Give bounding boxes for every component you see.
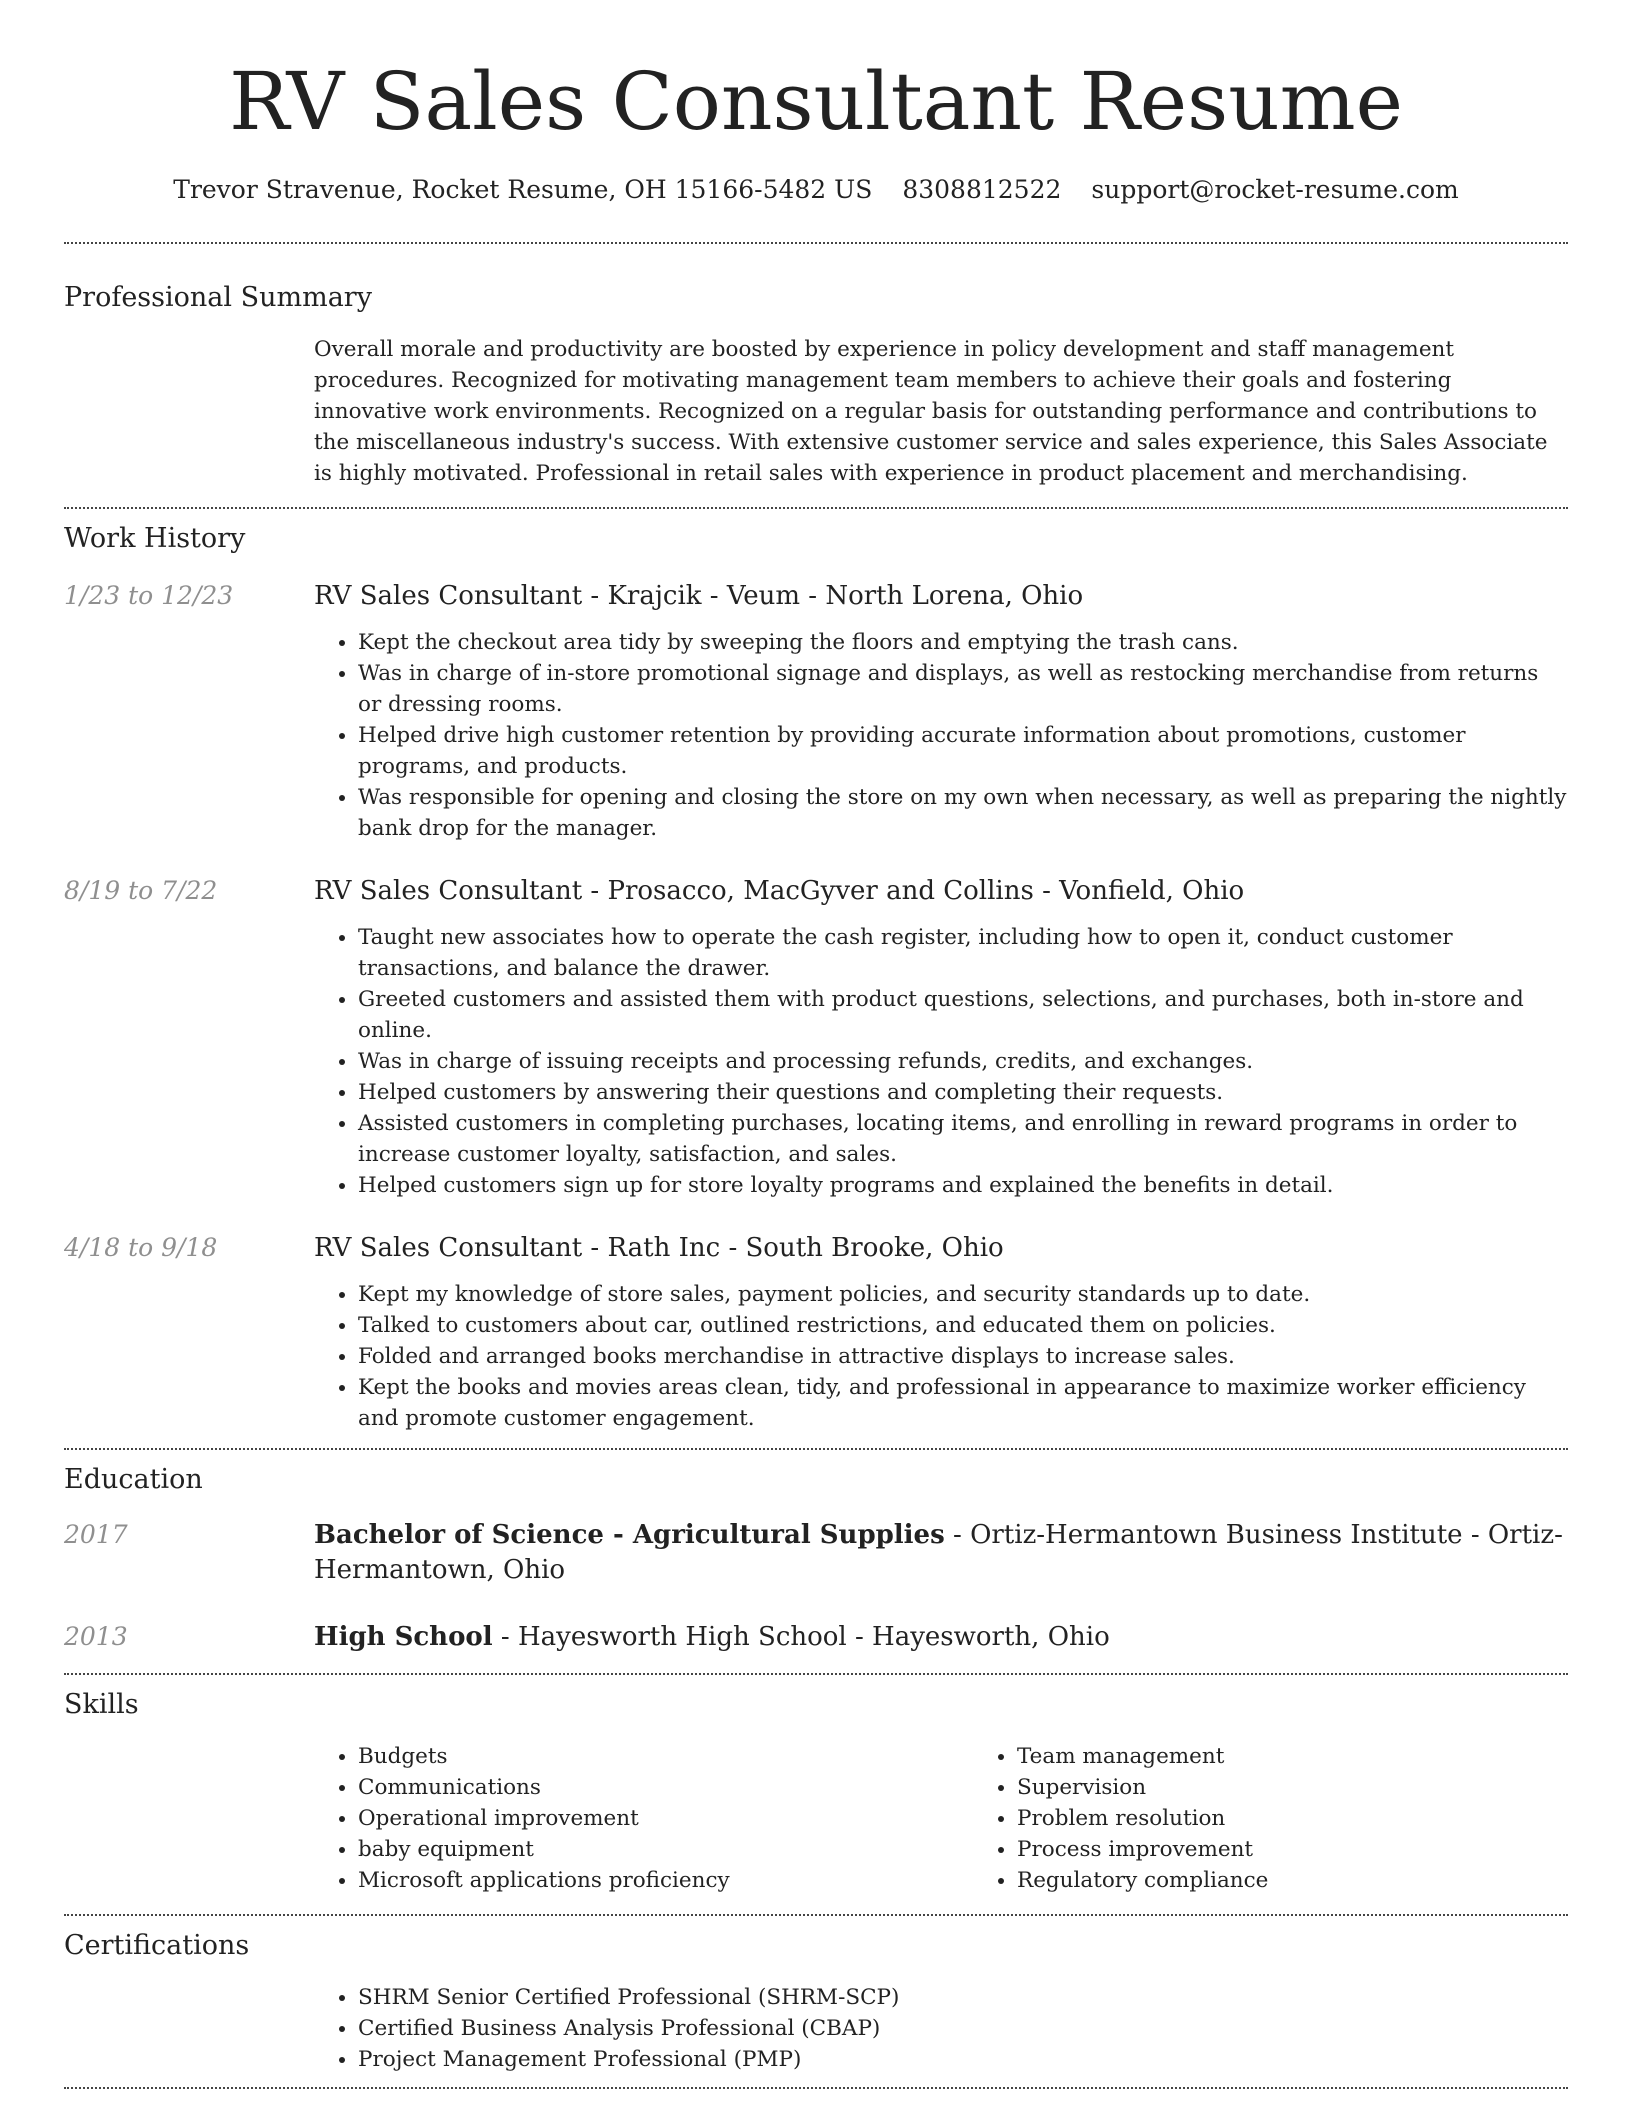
education-detail bbox=[314, 1620, 1568, 1655]
divider bbox=[64, 1448, 1568, 1450]
skills-list-right bbox=[973, 1741, 1632, 1896]
list-item: • Microsoft applications proficiency bbox=[358, 1865, 973, 1896]
education-year: 2013 bbox=[64, 1622, 128, 1651]
list-item: • Budgets bbox=[358, 1741, 973, 1772]
job-entry bbox=[64, 579, 1568, 844]
education-institution: - Hayesworth High School - Hayesworth, Ohio bbox=[492, 1622, 1110, 1652]
list-item: • Was responsible for opening and closing the store on my own when necessary, as well as preparing the nightly bank drop for the manager. bbox=[358, 782, 1568, 844]
section-education bbox=[64, 1462, 1568, 1655]
education-degree: Bachelor of Science - Agricultural Supplies bbox=[314, 1520, 945, 1550]
education-degree: High School bbox=[314, 1622, 493, 1652]
list-item: • SHRM Senior Certified Professional (SHRM-SCP) bbox=[358, 1982, 1568, 2013]
divider bbox=[64, 1914, 1568, 1916]
list-item: • baby equipment bbox=[358, 1834, 973, 1865]
job-title: RV Sales Consultant - Rath Inc - South Brooke, Ohio bbox=[314, 1233, 1004, 1263]
section-title-summary: Professional Summary bbox=[64, 282, 372, 313]
skills-grid bbox=[314, 1741, 1632, 1896]
job-entry bbox=[64, 1231, 1568, 1434]
section-title-education: Education bbox=[64, 1464, 203, 1495]
education-year: 2017 bbox=[64, 1520, 128, 1549]
education-institution: - Ortiz-Hermantown Business Institute - Ortiz-Hermantown, Ohio bbox=[314, 1520, 1563, 1585]
section-title-skills: Skills bbox=[64, 1689, 139, 1720]
list-item: • Taught new associates how to operate the cash register, including how to open it, conduct customer transactions, and balance the drawer. bbox=[358, 922, 1568, 984]
list-item: • Operational improvement bbox=[358, 1803, 973, 1834]
list-item: • Greeted customers and assisted them with product questions, selections, and purchases, both in-store and online. bbox=[358, 984, 1568, 1046]
list-item: • Kept my knowledge of store sales, payment policies, and security standards up to date. bbox=[358, 1279, 1568, 1310]
job-bullets bbox=[314, 627, 1568, 844]
section-summary bbox=[64, 280, 1568, 489]
list-item: • Helped drive high customer retention by providing accurate information about promotions, customer programs, and products. bbox=[358, 720, 1568, 782]
certifications-list bbox=[314, 1982, 1568, 2075]
job-bullets bbox=[314, 1279, 1568, 1434]
list-item: • Regulatory compliance bbox=[1017, 1865, 1632, 1896]
contact-email: support@rocket-resume.com bbox=[1091, 175, 1459, 204]
job-dates: 1/23 to 12/23 bbox=[64, 581, 234, 610]
list-item: • Kept the books and movies areas clean, tidy, and professional in appearance to maximize worker efficiency and promote customer engagement. bbox=[358, 1372, 1568, 1434]
list-item: • Team management bbox=[1017, 1741, 1632, 1772]
education-detail bbox=[314, 1518, 1568, 1588]
education-entry bbox=[64, 1620, 1568, 1655]
contact-phone: 8308812522 bbox=[902, 175, 1062, 204]
divider bbox=[64, 1673, 1568, 1675]
divider bbox=[64, 242, 1568, 244]
section-certifications bbox=[64, 1928, 1568, 2075]
education-entry bbox=[64, 1518, 1568, 1588]
section-skills bbox=[64, 1687, 1568, 1896]
list-item: • Talked to customers about car, outlined restrictions, and educated them on policies. bbox=[358, 1310, 1568, 1341]
job-dates: 4/18 to 9/18 bbox=[64, 1233, 218, 1262]
list-item: • Process improvement bbox=[1017, 1834, 1632, 1865]
section-title-work: Work History bbox=[64, 523, 246, 554]
list-item: • Folded and arranged books merchandise in attractive displays to increase sales. bbox=[358, 1341, 1568, 1372]
job-dates: 8/19 to 7/22 bbox=[64, 876, 218, 905]
list-item: • Helped customers by answering their questions and completing their requests. bbox=[358, 1077, 1568, 1108]
list-item: • Assisted customers in completing purchases, locating items, and enrolling in reward programs in order to increase customer loyalty, satisfaction, and sales. bbox=[358, 1108, 1568, 1170]
divider bbox=[64, 2087, 1568, 2089]
job-title: RV Sales Consultant - Krajcik - Veum - North Lorena, Ohio bbox=[314, 581, 1084, 611]
skills-list-left bbox=[314, 1741, 973, 1896]
contact-address: Trevor Stravenue, Rocket Resume, OH 15166-5482 US bbox=[173, 175, 873, 204]
list-item: • Project Management Professional (PMP) bbox=[358, 2044, 1568, 2075]
resume-page bbox=[64, 0, 1568, 2089]
job-entry bbox=[64, 874, 1568, 1201]
list-item: • Helped customers sign up for store loyalty programs and explained the benefits in detail. bbox=[358, 1170, 1568, 1201]
list-item: • Was in charge of in-store promotional signage and displays, as well as restocking merchandise from returns or dressing rooms. bbox=[358, 658, 1568, 720]
list-item: • Kept the checkout area tidy by sweeping the floors and emptying the trash cans. bbox=[358, 627, 1568, 658]
list-item: • Problem resolution bbox=[1017, 1803, 1632, 1834]
list-item: • Supervision bbox=[1017, 1772, 1632, 1803]
section-title-certifications: Certifications bbox=[64, 1930, 250, 1961]
job-bullets bbox=[314, 922, 1568, 1201]
job-title: RV Sales Consultant - Prosacco, MacGyver and Collins - Vonfield, Ohio bbox=[314, 876, 1245, 906]
list-item: • Certified Business Analysis Professional (CBAP) bbox=[358, 2013, 1568, 2044]
divider bbox=[64, 507, 1568, 509]
section-work-history bbox=[64, 521, 1568, 1434]
resume-title: RV Sales Consultant Resume bbox=[229, 55, 1403, 148]
summary-text: Overall morale and productivity are boosted by experience in policy development and staff management procedures. Recognized for motivating management team members to achieve their goals and fostering innovative work environments. Recognized on a regular basis for outstanding performance and contributions to the miscellaneous industry's success. With extensive customer service and sales experience, this Sales Associate is highly motivated. Professional in retail sales with experience in product placement and merchandising. bbox=[314, 337, 1548, 486]
list-item: • Was in charge of issuing receipts and processing refunds, credits, and exchanges. bbox=[358, 1046, 1568, 1077]
contact-line bbox=[64, 172, 1568, 208]
list-item: • Communications bbox=[358, 1772, 973, 1803]
